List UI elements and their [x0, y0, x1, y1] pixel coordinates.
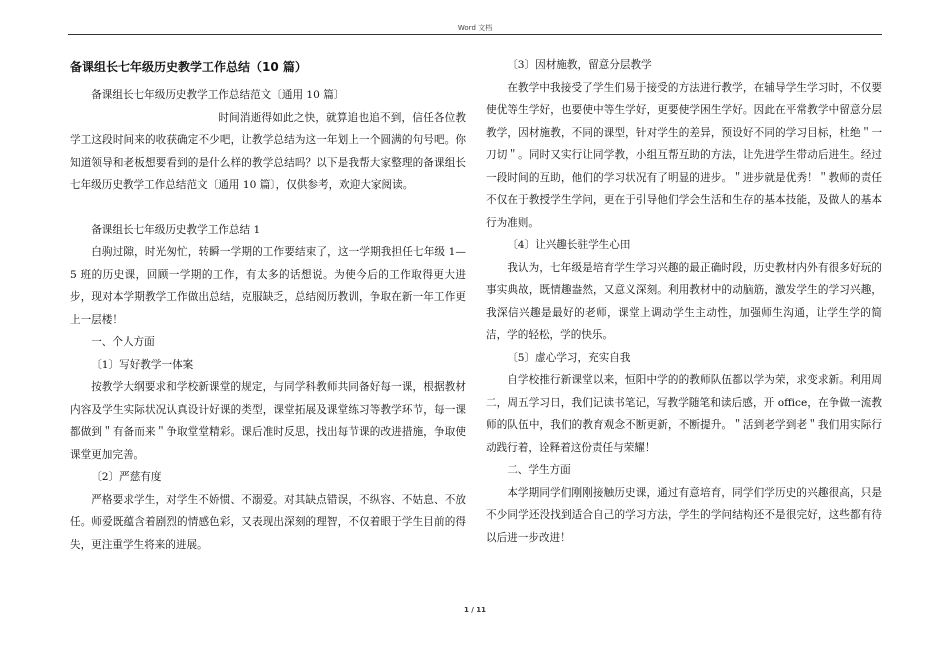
paragraph-students: 本学期同学们刚刚接触历史课，通过有意培育，同学们学历史的兴趣很高，只是不少同学还没找到适合自己的学习方法，学生的学问结构还不是很完好，这些都有待以后进一步改进！	[486, 486, 882, 544]
paragraph-opening: 白驹过隙，时光匆忙，转瞬一学期的工作要结束了，这一学期我担任七年级 1—5 班的历史课，回顾一学期的工作，有太多的话想说。为使今后的工作取得更大进步，现对本学期教学工作做出总结，克服缺乏，总结阅历教训，争取在新一年工作更上一层楼！	[70, 246, 466, 326]
paragraph-layered-teaching: 在教学中我接受了学生们易于接受的方法进行教学，在辅导学生学习时，不仅要使优等生学好，也要使中等生学好，更要使学困生学好。因此在平常教学中留意分层教学，因材施教，不同的课型，针对学生的差异，预设好不同的学习目标，杜绝＂一刀切＂。同时又实行让同学教，小组互帮互助的方法，让先进学生带动后进生。经过一段时间的互助，他们的学习状况有了明显的进步。＂进步就是优秀！＂教师的责任不仅在于教授学生学问，更在于引导他们学会生活和生存的基本技能，及做人的基本行为准则。	[486, 81, 882, 229]
page-number: 1 / 11	[463, 606, 487, 614]
section-title: 备课组长七年级历史教学工作总结 1	[91, 223, 261, 236]
subheading-layered-teaching: 〔3〕因材施教，留意分层教学	[507, 59, 652, 71]
paragraph-interest: 我认为，七年级是培育学生学习兴趣的最正确时段，历史教材内外有很多好玩的事实典故，既情趣盎然，又意义深刻。利用教材中的动脑筋，激发学生的学习兴趣，我深信兴趣是最好的老师，课堂上调动学生主动性，加强师生沟通，让学生学的简洁，学的轻松，学的快乐。	[486, 261, 882, 341]
header-label: Word 文档	[457, 24, 493, 32]
subheading-strict-kind: 〔2〕严慈有度	[91, 471, 162, 483]
paragraph-strict-kind: 严格要求学生，对学生不娇惯、不溺爱。对其缺点错误，不纵容、不姑息、不放任。师爱既蕴含着剧烈的情感色彩，又表现出深刻的理智，不仅着眼于学生目前的得失，更注重学生将来的进展。	[70, 493, 466, 551]
subheading-interest: 〔4〕让兴趣长驻学生心田	[507, 239, 631, 251]
header-rule	[68, 34, 882, 35]
left-column	[70, 52, 466, 556]
heading-personal: 一、个人方面	[91, 336, 155, 348]
intro-paragraph: 时间消逝得如此之快，就算追也追不到，信任各位教学工这段时间来的收获确定不少吧，让教学总结为这一年划上一个圆满的句号吧。你知道领导和老板想要看到的是什么样的教学总结吗？以下是我帮大家整理的备课组长七年级历史教学工作总结范文〔通用 10 篇〕，仅供参考，欢迎大家阅读。	[70, 111, 466, 191]
document-subtitle: 备课组长七年级历史教学工作总结范文〔通用 10 篇〕	[91, 89, 345, 101]
subheading-self-study: 〔5〕虚心学习，充实自我	[507, 351, 631, 364]
page-header	[0, 0, 950, 38]
right-column	[486, 54, 882, 549]
paragraph-self-study: 自学校推行新课堂以来，恒阳中学的的教师队伍都以学为荣，求变求新。利用周二，周五学习日，我们记读书笔记，写教学随笔和读后感，开 office，在争做一流教师的队伍中，我们的教育观念不断更新，不断提升。＂活到老学到老＂我们用实际行动践行着，诠释着这份责任与荣耀！	[486, 374, 882, 454]
paragraph-lesson-plan: 按教学大纲要求和学校新课堂的规定，与同学科教师共同备好每一课，根据教材内容及学生实际状况认真设计好课的类型，课堂拓展及课堂练习等教学环节，每一课都做到＂有备而来＂争取堂堂精彩。课后准时反思，找出每节课的改进措施，争取使课堂更加完善。	[70, 381, 466, 461]
document-title: 备课组长七年级历史教学工作总结（10 篇）	[70, 60, 307, 74]
paragraph-gap	[70, 197, 466, 219]
subheading-lesson-plan: 〔1〕写好教学一体案	[91, 358, 194, 371]
heading-students: 二、学生方面	[507, 464, 571, 476]
